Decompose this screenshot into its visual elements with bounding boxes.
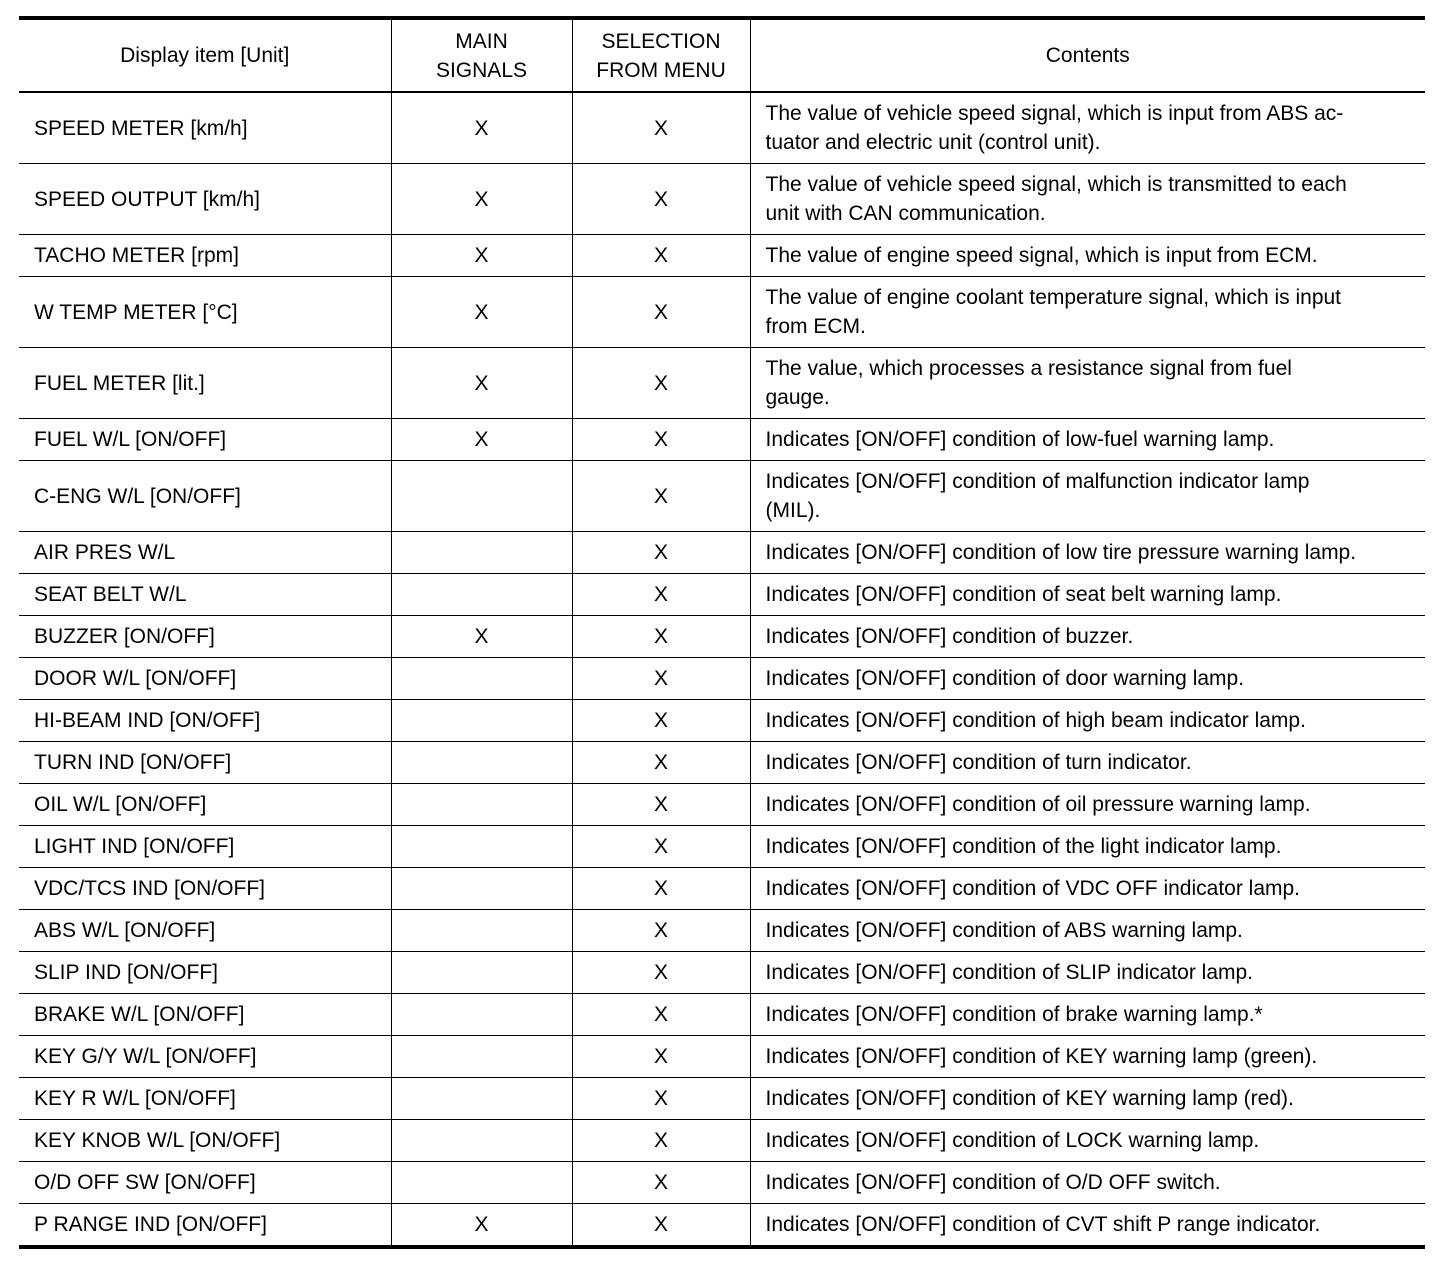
table-row [19, 574, 1425, 616]
header-contents [750, 18, 1425, 92]
table-row [19, 1120, 1425, 1162]
main-signals-mark: X [391, 419, 572, 461]
main-signals-mark: X [391, 277, 572, 348]
main-signals-mark [391, 1036, 572, 1078]
selection-from-menu-mark: X [572, 742, 750, 784]
contents-line: Indicates [ON/OFF] condition of low-fuel warning lamp. [765, 428, 1275, 451]
display-item-cell: SEAT BELT W/L [19, 574, 391, 616]
table-row [19, 1162, 1425, 1204]
data-monitor-table-page [19, 16, 1425, 1249]
table-row [19, 952, 1425, 994]
contents-line: gauge. [765, 386, 830, 409]
contents-line: The value of vehicle speed signal, which is input from ABS ac- [765, 102, 1344, 125]
contents-line: The value, which processes a resistance signal from fuel [765, 357, 1292, 380]
selection-from-menu-mark: X [572, 164, 750, 235]
header-contents-label: Contents [1045, 44, 1130, 67]
table-row [19, 742, 1425, 784]
selection-from-menu-mark: X [572, 1204, 750, 1248]
table-row [19, 461, 1425, 532]
selection-from-menu-mark: X [572, 910, 750, 952]
display-item-cell: TACHO METER [rpm] [19, 235, 391, 277]
selection-from-menu-mark: X [572, 952, 750, 994]
main-signals-mark: X [391, 92, 572, 164]
contents-line: Indicates [ON/OFF] condition of KEY warning lamp (green). [765, 1045, 1318, 1068]
contents-line: Indicates [ON/OFF] condition of buzzer. [765, 625, 1134, 648]
contents-cell [750, 910, 1425, 952]
contents-line: Indicates [ON/OFF] condition of LOCK warning lamp. [765, 1129, 1260, 1152]
table-row [19, 1036, 1425, 1078]
contents-cell [750, 92, 1425, 164]
contents-line: Indicates [ON/OFF] condition of malfunction indicator lamp [765, 470, 1310, 493]
main-signals-mark [391, 700, 572, 742]
contents-cell [750, 348, 1425, 419]
header-main-signals [391, 18, 572, 92]
table-row [19, 826, 1425, 868]
selection-from-menu-mark: X [572, 1078, 750, 1120]
contents-line: Indicates [ON/OFF] condition of brake warning lamp.* [765, 1003, 1263, 1026]
contents-cell [750, 574, 1425, 616]
main-signals-mark: X [391, 1204, 572, 1248]
display-item-cell: BRAKE W/L [ON/OFF] [19, 994, 391, 1036]
contents-cell [750, 784, 1425, 826]
display-item-cell: SPEED METER [km/h] [19, 92, 391, 164]
display-item-cell: OIL W/L [ON/OFF] [19, 784, 391, 826]
contents-cell [750, 616, 1425, 658]
contents-line: Indicates [ON/OFF] condition of SLIP indicator lamp. [765, 961, 1254, 984]
contents-cell [750, 700, 1425, 742]
selection-from-menu-mark: X [572, 532, 750, 574]
selection-from-menu-mark: X [572, 616, 750, 658]
selection-from-menu-mark: X [572, 1120, 750, 1162]
display-item-cell: HI-BEAM IND [ON/OFF] [19, 700, 391, 742]
contents-line: tuator and electric unit (control unit). [765, 131, 1101, 154]
contents-cell [750, 742, 1425, 784]
table-row [19, 910, 1425, 952]
main-signals-mark [391, 1120, 572, 1162]
main-signals-mark [391, 532, 572, 574]
contents-cell [750, 1162, 1425, 1204]
display-item-cell: KEY KNOB W/L [ON/OFF] [19, 1120, 391, 1162]
header-display-item-label: Display item [Unit] [120, 44, 290, 67]
main-signals-mark [391, 1162, 572, 1204]
selection-from-menu-mark: X [572, 348, 750, 419]
contents-cell [750, 461, 1425, 532]
main-signals-mark [391, 994, 572, 1036]
contents-line: The value of engine coolant temperature signal, which is input [765, 286, 1342, 309]
table-row [19, 92, 1425, 164]
contents-line: Indicates [ON/OFF] condition of high beam indicator lamp. [765, 709, 1306, 732]
display-item-cell: LIGHT IND [ON/OFF] [19, 826, 391, 868]
selection-from-menu-mark: X [572, 92, 750, 164]
table-row [19, 419, 1425, 461]
main-signals-mark: X [391, 164, 572, 235]
selection-from-menu-mark: X [572, 277, 750, 348]
contents-line: The value of engine speed signal, which is input from ECM. [765, 244, 1318, 267]
display-item-cell: O/D OFF SW [ON/OFF] [19, 1162, 391, 1204]
main-signals-mark [391, 658, 572, 700]
main-signals-mark [391, 868, 572, 910]
table-row [19, 235, 1425, 277]
contents-line: Indicates [ON/OFF] condition of KEY warning lamp (red). [765, 1087, 1294, 1110]
contents-cell [750, 532, 1425, 574]
main-signals-mark: X [391, 616, 572, 658]
contents-line: Indicates [ON/OFF] condition of oil pressure warning lamp. [765, 793, 1311, 816]
contents-cell [750, 419, 1425, 461]
header-selection-from-menu [572, 18, 750, 92]
contents-cell [750, 1036, 1425, 1078]
contents-line: Indicates [ON/OFF] condition of CVT shift P range indicator. [765, 1213, 1321, 1236]
main-signals-mark: X [391, 235, 572, 277]
contents-line: Indicates [ON/OFF] condition of O/D OFF switch. [765, 1171, 1221, 1194]
contents-line: Indicates [ON/OFF] condition of seat belt warning lamp. [765, 583, 1282, 606]
contents-cell [750, 658, 1425, 700]
table-row [19, 277, 1425, 348]
selection-from-menu-mark: X [572, 1036, 750, 1078]
main-signals-mark [391, 1078, 572, 1120]
main-signals-mark [391, 910, 572, 952]
contents-line: Indicates [ON/OFF] condition of ABS warning lamp. [765, 919, 1243, 942]
main-signals-mark [391, 742, 572, 784]
contents-line: Indicates [ON/OFF] condition of low tire pressure warning lamp. [765, 541, 1357, 564]
contents-cell [750, 277, 1425, 348]
contents-cell [750, 994, 1425, 1036]
selection-from-menu-mark: X [572, 235, 750, 277]
main-signals-mark [391, 574, 572, 616]
selection-from-menu-mark: X [572, 784, 750, 826]
contents-line: Indicates [ON/OFF] condition of the light indicator lamp. [765, 835, 1282, 858]
table-header [19, 18, 1425, 92]
selection-from-menu-mark: X [572, 461, 750, 532]
selection-from-menu-mark: X [572, 868, 750, 910]
header-main-line1: MAIN [455, 29, 508, 53]
main-signals-mark [391, 461, 572, 532]
table-row [19, 868, 1425, 910]
contents-cell [750, 1120, 1425, 1162]
selection-from-menu-mark: X [572, 700, 750, 742]
contents-line: unit with CAN communication. [765, 202, 1046, 225]
selection-from-menu-mark: X [572, 994, 750, 1036]
selection-from-menu-mark: X [572, 658, 750, 700]
display-item-cell: AIR PRES W/L [19, 532, 391, 574]
display-item-cell: KEY G/Y W/L [ON/OFF] [19, 1036, 391, 1078]
table-row [19, 532, 1425, 574]
contents-line: Indicates [ON/OFF] condition of turn indicator. [765, 751, 1192, 774]
contents-cell [750, 826, 1425, 868]
table-body [19, 92, 1425, 1247]
table-row [19, 784, 1425, 826]
selection-from-menu-mark: X [572, 419, 750, 461]
header-main-line2: SIGNALS [435, 58, 528, 82]
table-row [19, 658, 1425, 700]
main-signals-mark: X [391, 348, 572, 419]
contents-cell [750, 164, 1425, 235]
header-row [19, 18, 1425, 92]
contents-cell [750, 868, 1425, 910]
display-item-cell: ABS W/L [ON/OFF] [19, 910, 391, 952]
selection-from-menu-mark: X [572, 574, 750, 616]
header-sel-line2: FROM MENU [596, 58, 726, 82]
contents-cell [750, 235, 1425, 277]
table-row [19, 1078, 1425, 1120]
display-item-cell: FUEL W/L [ON/OFF] [19, 419, 391, 461]
display-item-cell: SPEED OUTPUT [km/h] [19, 164, 391, 235]
display-item-cell: C-ENG W/L [ON/OFF] [19, 461, 391, 532]
main-signals-mark [391, 784, 572, 826]
contents-cell [750, 952, 1425, 994]
selection-from-menu-mark: X [572, 1162, 750, 1204]
contents-line: from ECM. [765, 315, 866, 338]
table-row [19, 700, 1425, 742]
contents-cell [750, 1204, 1425, 1248]
contents-line: Indicates [ON/OFF] condition of door warning lamp. [765, 667, 1245, 690]
contents-line: Indicates [ON/OFF] condition of VDC OFF indicator lamp. [765, 877, 1301, 900]
display-item-cell: BUZZER [ON/OFF] [19, 616, 391, 658]
main-signals-mark [391, 952, 572, 994]
contents-line: (MIL). [765, 499, 821, 522]
table-row [19, 994, 1425, 1036]
display-item-cell: P RANGE IND [ON/OFF] [19, 1204, 391, 1248]
table-row [19, 1204, 1425, 1248]
contents-cell [750, 1078, 1425, 1120]
display-item-cell: SLIP IND [ON/OFF] [19, 952, 391, 994]
display-item-cell: W TEMP METER [°C] [19, 277, 391, 348]
data-monitor-table [19, 16, 1425, 1249]
display-item-cell: DOOR W/L [ON/OFF] [19, 658, 391, 700]
display-item-cell: KEY R W/L [ON/OFF] [19, 1078, 391, 1120]
main-signals-mark [391, 826, 572, 868]
selection-from-menu-mark: X [572, 826, 750, 868]
display-item-cell: VDC/TCS IND [ON/OFF] [19, 868, 391, 910]
contents-line: The value of vehicle speed signal, which is transmitted to each [765, 173, 1347, 196]
table-row [19, 348, 1425, 419]
header-display-item [19, 18, 391, 92]
display-item-cell: FUEL METER [lit.] [19, 348, 391, 419]
table-row [19, 164, 1425, 235]
header-sel-line1: SELECTION [601, 29, 721, 53]
table-row [19, 616, 1425, 658]
display-item-cell: TURN IND [ON/OFF] [19, 742, 391, 784]
